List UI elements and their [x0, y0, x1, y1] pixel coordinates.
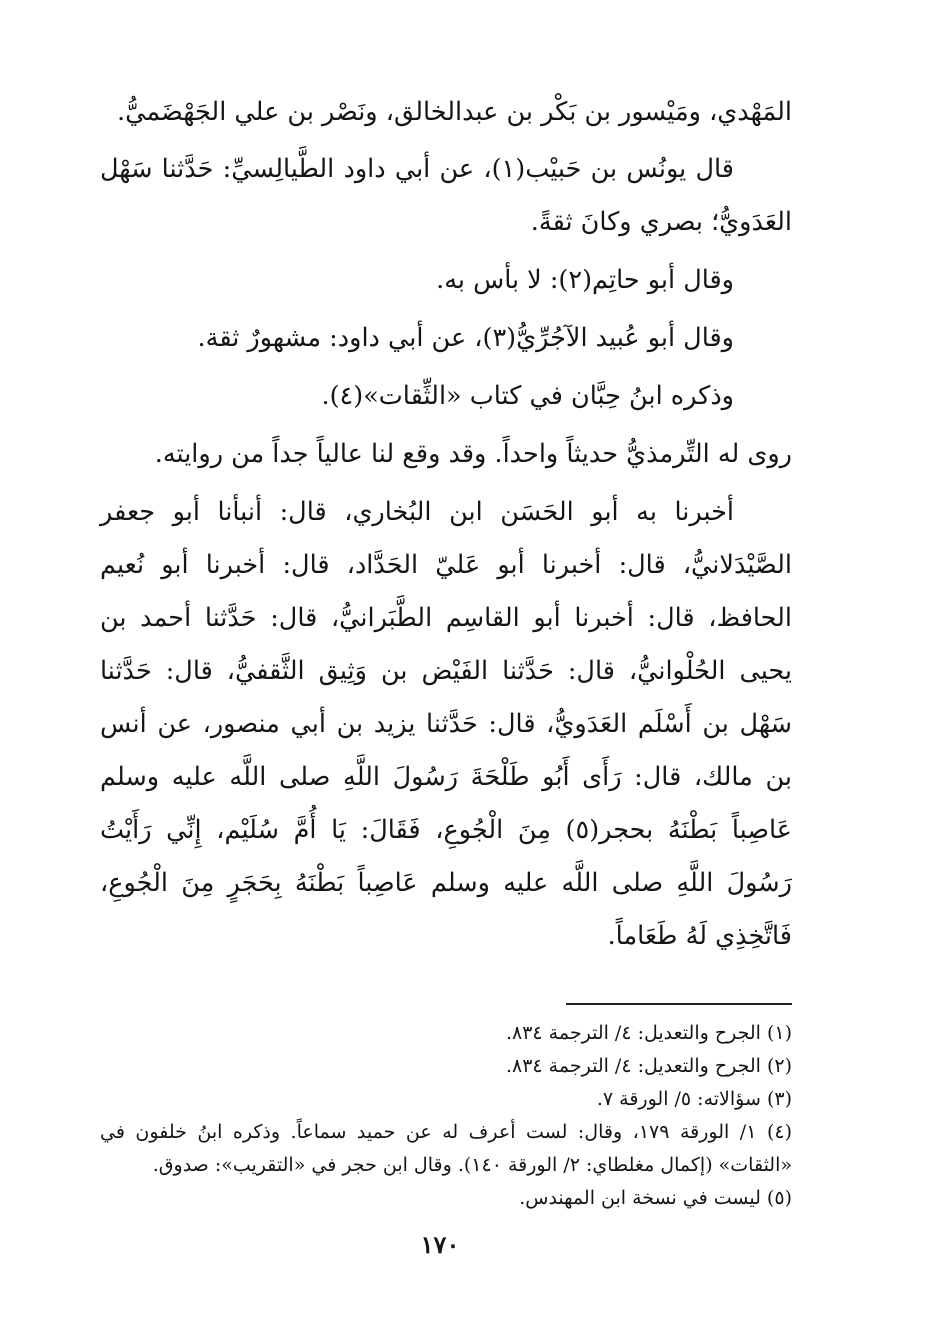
- footnotes: [100, 1017, 792, 1215]
- footnote-1: (١) الجرح والتعديل: ٤/ الترجمة ٨٣٤.: [505, 1022, 792, 1044]
- paragraph-5: وذكره ابنُ حِبَّان في كتاب «الثِّقات»(٤).: [321, 381, 734, 411]
- paragraph-4: وقال أبو عُبيد الآجُرِّيُّ(٣)، عن أبي داود: مشهورٌ ثقة.: [197, 323, 734, 353]
- footnote-5: (٥) ليست في نسخة ابن المهندس.: [519, 1187, 792, 1209]
- footnote-2: (٢) الجرح والتعديل: ٤/ الترجمة ٨٣٤.: [505, 1055, 792, 1077]
- page-number: ١٧٠: [420, 1230, 460, 1259]
- main-text: [100, 86, 792, 963]
- footnote-divider: [566, 1003, 792, 1005]
- paragraph-1: المَهْدي، ومَيْسور بن بَكْر بن عبدالخالق، ونَصْر بن علي الجَهْضَميُّ.: [117, 97, 792, 127]
- paragraph-7: أخبرنا به أبو الحَسَن ابن البُخاري، قال: أنبأنا أبو جعفر الصَّيْدَلانيُّ، قال: أخبرنا أبو عَليّ الحَدَّاد، قال: أخبرنا أبو نُعيم الحافظ، قال: أخبرنا أبو القاسِم الطَّبَرانيُّ، قال: حَدَّثنا أحمد بن يحيى الحُلْوانيُّ، قال: حَدَّثنا الفَيْض بن وَثِيق الثَّقفيُّ، قال: حَدَّثنا سَهْل بن أَسْلَم العَدَويُّ، قال: حَدَّثنا يزيد بن أبي منصور، عن أنس بن مالك، قال: رَأَى أَبُو طَلْحَةَ رَسُولَ اللَّهِ صلى اللَّه عليه وسلم عَاصِباً بَطْنَهُ بحجر(٥) مِنَ الْجُوعِ، فَقَالَ: يَا أُمَّ سُلَيْم، إِنِّي رَأَيْتُ رَسُولَ اللَّهِ صلى اللَّه عليه وسلم عَاصِباً بَطْنَهُ بِحَجَرٍ مِنَ الْجُوعِ، فَاتَّخِذِي لَهُ طَعَاماً.: [100, 497, 792, 951]
- paragraph-2: قال يونُس بن حَبيْب(١)، عن أبي داود الطَّيالِسيِّ: حَدَّثنا سَهْل العَدَويُّ؛ بصري وكانَ ثقةً.: [100, 154, 792, 237]
- footnote-4: (٤) ١/ الورقة ١٧٩، وقال: لست أعرف له عن حميد سماعاً. وذكره ابنُ خلفون في «الثقات» (إكمال مغلطاي: ٢/ الورقة ١٤٠). وقال ابن حجر في «التقريب»: صدوق.: [100, 1121, 792, 1176]
- paragraph-3: وقال أبو حاتِم(٢): لا بأس به.: [436, 265, 734, 295]
- paragraph-6: روى له التِّرمذيُّ حديثاً واحداً. وقد وقع لنا عالياً جداً من روايته.: [154, 439, 792, 469]
- footnote-3: (٣) سؤالاته: ٥/ الورقة ٧.: [596, 1088, 792, 1110]
